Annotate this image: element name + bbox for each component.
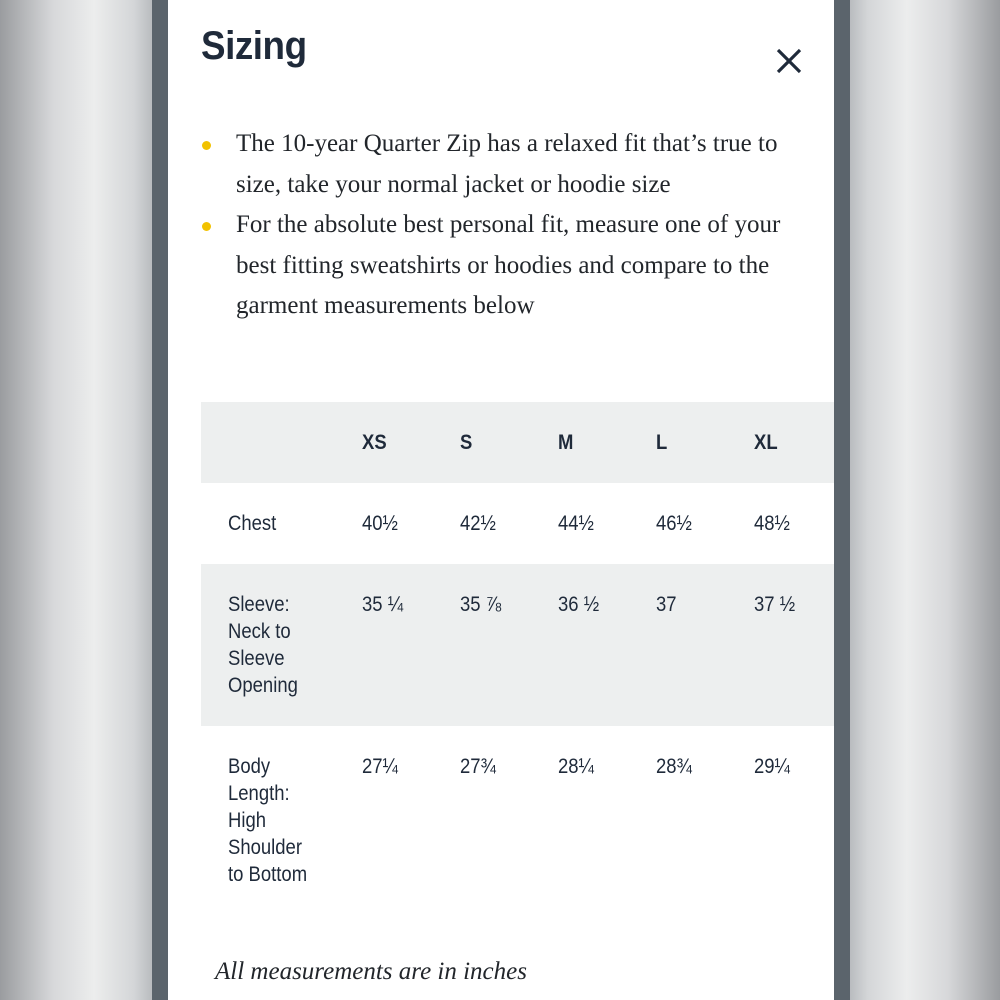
table-cell: 35 ⅞ bbox=[460, 593, 502, 616]
table-cell: 40½ bbox=[362, 512, 398, 535]
header-size-s: S bbox=[460, 430, 473, 454]
table-cell: 42½ bbox=[460, 512, 496, 535]
table-cell: 46½ bbox=[656, 512, 692, 535]
table-cell: 27¾ bbox=[460, 755, 496, 778]
table-cell: 44½ bbox=[558, 512, 594, 535]
table-row bbox=[201, 564, 834, 726]
fit-note-item bbox=[201, 205, 811, 327]
header-size-l: L bbox=[656, 430, 668, 454]
row-label: Sleeve: Neck to Sleeve Opening bbox=[228, 593, 298, 697]
header-size-xl: XL bbox=[754, 430, 778, 454]
row-label: Body Length: High Shoulder to Bottom bbox=[228, 755, 308, 886]
table-cell: 27¼ bbox=[362, 755, 398, 778]
backdrop-left bbox=[0, 0, 152, 1000]
backdrop-right bbox=[850, 0, 1000, 1000]
size-chart-table bbox=[201, 402, 834, 942]
fit-note-text: The 10-year Quarter Zip has a relaxed fit that’s true to size, take your normal jacket or hoodie size bbox=[236, 130, 778, 198]
bullet-dot-icon bbox=[202, 222, 211, 231]
fit-note-text: For the absolute best personal fit, measure one of your best fitting sweatshirts or hoodies and compare to the garment measurements below bbox=[236, 211, 781, 320]
table-row bbox=[201, 483, 834, 564]
fit-note-item bbox=[201, 124, 811, 205]
bullet-dot-icon bbox=[202, 141, 211, 150]
overlay-right-edge bbox=[834, 0, 850, 1000]
modal-title: Sizing bbox=[201, 24, 307, 68]
table-cell: 28¾ bbox=[656, 755, 692, 778]
table-header-row bbox=[201, 402, 834, 483]
table-cell: 37 ½ bbox=[754, 593, 796, 616]
table-cell: 29¼ bbox=[754, 755, 790, 778]
table-cell: 35 ¼ bbox=[362, 593, 404, 616]
table-cell: 37 bbox=[656, 593, 677, 616]
close-button[interactable] bbox=[770, 42, 808, 80]
header-size-xs: XS bbox=[362, 430, 387, 454]
table-cell: 28¼ bbox=[558, 755, 594, 778]
table-row bbox=[201, 726, 834, 942]
table-cell: 48½ bbox=[754, 512, 790, 535]
header-empty-cell bbox=[201, 402, 362, 483]
fit-notes-list bbox=[201, 124, 811, 327]
row-label: Chest bbox=[228, 512, 277, 535]
sizing-modal bbox=[168, 0, 834, 1000]
close-icon bbox=[770, 42, 808, 80]
header-size-m: M bbox=[558, 430, 574, 454]
overlay-left-edge bbox=[152, 0, 168, 1000]
table-cell: 36 ½ bbox=[558, 593, 600, 616]
measurement-footnote: All measurements are in inches bbox=[215, 958, 527, 985]
